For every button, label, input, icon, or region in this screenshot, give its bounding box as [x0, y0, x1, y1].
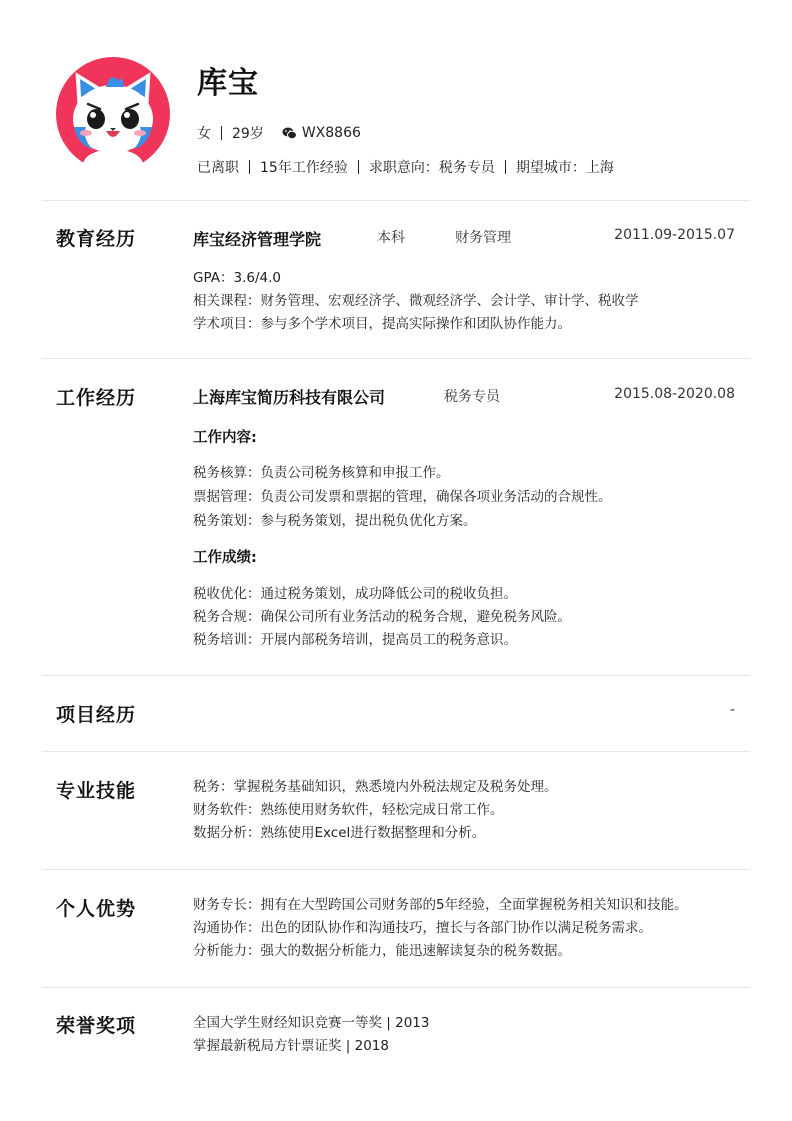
education-detail: 学术项目：参与多个学术项目，提高实际操作和团队协作能力。	[193, 316, 571, 332]
separator	[221, 126, 222, 140]
section-divider	[42, 869, 750, 870]
age: 29岁	[232, 126, 264, 142]
strength-item: 分析能力：强大的数据分析能力，能迅速解读复杂的税务数据。	[193, 943, 571, 959]
education-detail: GPA：3.6/4.0	[193, 270, 281, 286]
work-achievement-item: 税务培训：开展内部税务培训，提高员工的税务意识。	[193, 632, 517, 648]
employment-status: 已离职	[197, 160, 239, 176]
project-title: 项目经历	[56, 704, 137, 726]
separator	[249, 160, 250, 174]
section-divider	[42, 675, 750, 676]
honor-item: 掌握最新税局方针票证奖 | 2018	[193, 1038, 389, 1054]
work-content-item: 票据管理：负责公司发票和票据的管理，确保各项业务活动的合规性。	[193, 489, 612, 505]
skill-item: 财务软件：熟练使用财务软件，轻松完成日常工作。	[193, 802, 504, 818]
job-position: 税务专员	[444, 389, 500, 405]
separator	[505, 160, 506, 174]
wechat-icon	[282, 127, 297, 140]
section-divider	[42, 751, 750, 752]
strength-item: 财务专长：拥有在大型跨国公司财务部的5年经验，全面掌握税务相关知识和技能。	[193, 897, 688, 913]
work-content-item: 税务核算：负责公司税务核算和申报工作。	[193, 465, 450, 481]
section-divider	[42, 987, 750, 988]
job-info-row	[197, 157, 614, 177]
strengths-title: 个人优势	[56, 898, 137, 920]
education-detail: 相关课程：财务管理、宏观经济学、微观经济学、会计学、审计学、税收学	[193, 293, 639, 309]
avatar	[56, 57, 170, 171]
work-experience: 15年工作经验	[260, 160, 348, 176]
gender: 女	[197, 126, 211, 142]
education-title: 教育经历	[56, 228, 137, 250]
work-content-title: 工作内容:	[193, 430, 257, 446]
skill-item: 数据分析：熟练使用Excel进行数据整理和分析。	[193, 825, 486, 841]
skill-item: 税务：掌握税务基础知识，熟悉境内外税法规定及税务处理。	[193, 779, 558, 795]
work-achievement-item: 税收优化：通过税务策划，成功降低公司的税收负担。	[193, 586, 517, 602]
degree: 本科	[377, 230, 405, 246]
basic-info-row	[197, 123, 361, 143]
strength-item: 沟通协作：出色的团队协作和沟通技巧，擅长与各部门协作以满足税务需求。	[193, 920, 652, 936]
work-achievements-title: 工作成绩:	[193, 550, 257, 566]
major: 财务管理	[455, 230, 511, 246]
work-dates: 2015.08-2020.08	[614, 386, 735, 402]
education-dates: 2011.09-2015.07	[614, 227, 735, 243]
section-divider	[42, 358, 750, 359]
cat-mascot-icon	[56, 57, 170, 171]
skills-title: 专业技能	[56, 780, 137, 802]
section-divider	[42, 200, 750, 201]
company-name: 上海库宝简历科技有限公司	[193, 388, 386, 407]
work-title: 工作经历	[56, 387, 137, 409]
expected-city: 期望城市：上海	[515, 160, 614, 176]
wechat-contact	[282, 125, 361, 141]
honor-item: 全国大学生财经知识竞赛一等奖 | 2013	[193, 1015, 430, 1031]
job-intent: 求职意向：税务专员	[368, 160, 495, 176]
project-placeholder: -	[729, 702, 735, 718]
honors-title: 荣誉奖项	[56, 1015, 137, 1037]
work-content-item: 税务策划：参与税务策划，提出税负优化方案。	[193, 513, 477, 529]
school-name: 库宝经济管理学院	[193, 230, 322, 249]
candidate-name: 库宝	[197, 66, 259, 101]
separator	[358, 160, 359, 174]
wechat-id: WX8866	[301, 125, 361, 141]
work-achievement-item: 税务合规：确保公司所有业务活动的税务合规，避免税务风险。	[193, 609, 571, 625]
